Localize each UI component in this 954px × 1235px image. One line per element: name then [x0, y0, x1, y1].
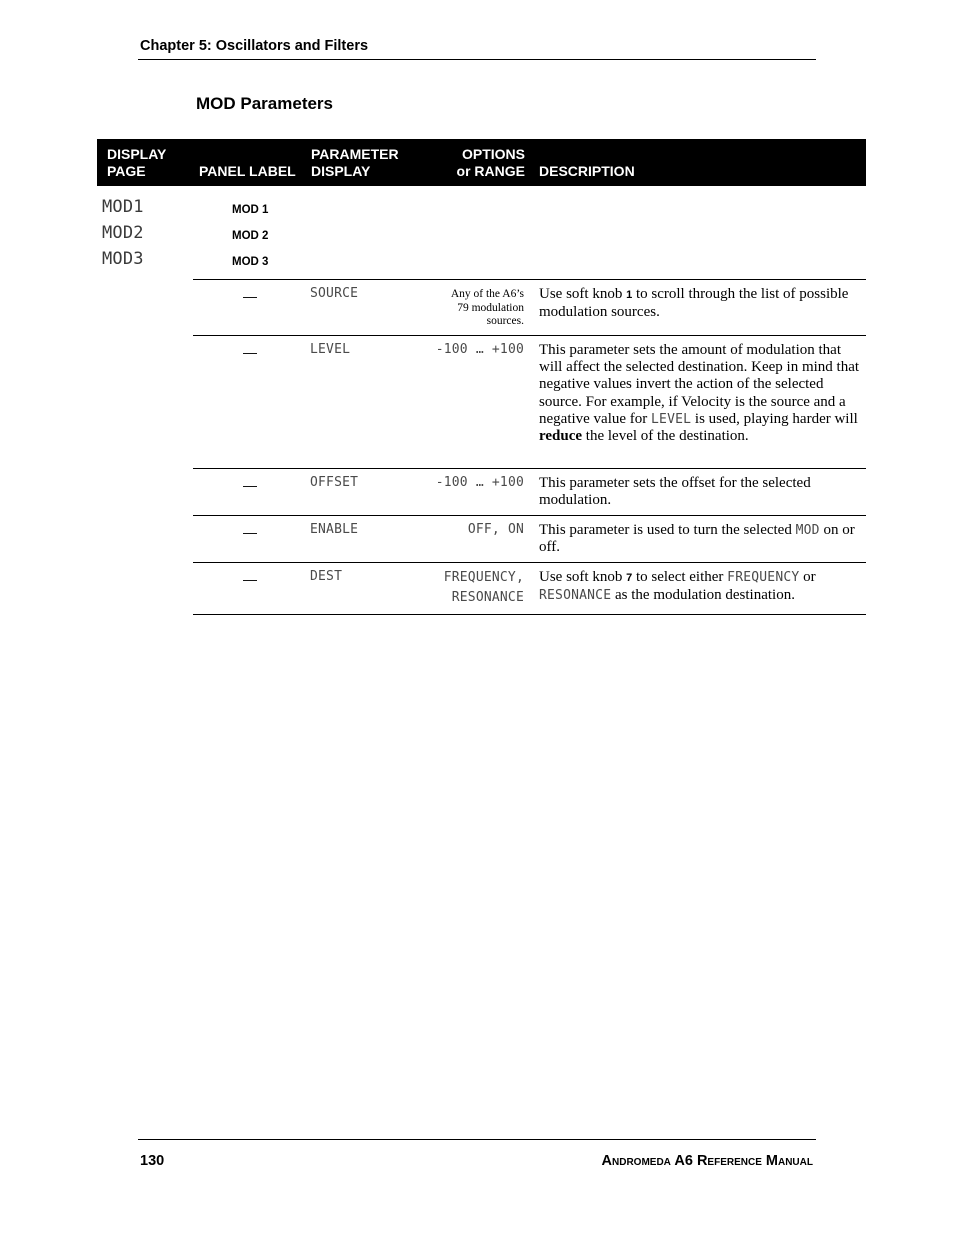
description-cell: Use soft knob 1 to scroll through the list of possible modulation sources. [539, 286, 849, 321]
lcd-inline-text: MOD [795, 523, 820, 538]
parameter-display-cell: SOURCE [310, 286, 359, 301]
panel-label-mod2: MOD 2 [232, 230, 269, 242]
display-page-mod2: MOD2 [102, 223, 144, 243]
panel-label-cell: — [243, 344, 257, 360]
options-cell: -100 … +100 [435, 475, 524, 490]
row-divider [193, 279, 866, 280]
page-number: 130 [140, 1153, 165, 1169]
emphasis-text: reduce [539, 428, 583, 445]
row-divider [193, 515, 866, 516]
lcd-inline-text: FREQUENCY [727, 570, 800, 585]
header-rule [138, 59, 816, 60]
description-cell: This parameter sets the amount of modulation that will affect the selected destination. Keep in mind that negative values invert the action of the selected source. For example, if Velocity is the source and a negative value for LEVEL is used, playing harder will reduce the level of the destination. [539, 342, 860, 445]
panel-label-cell: — [243, 477, 257, 493]
column-header-description: DESCRIPTION [539, 163, 635, 179]
table-bottom-rule [193, 614, 866, 615]
section-title: MOD Parameters [196, 94, 334, 113]
options-cell: Any of the A6’s 79 modulation sources. [450, 288, 524, 327]
description-cell: This parameter sets the offset for the selected modulation. [539, 475, 811, 509]
chapter-header: Chapter 5: Oscillators and Filters [140, 38, 369, 54]
lcd-inline-text: RESONANCE [539, 588, 612, 604]
panel-label-mod1: MOD 1 [232, 204, 269, 216]
panel-label-mod3: MOD 3 [232, 256, 269, 268]
options-cell: -100 … +100 [435, 342, 524, 357]
row-divider [193, 335, 866, 336]
display-page-mod3: MOD3 [102, 249, 144, 269]
parameter-display-cell: LEVEL [310, 342, 351, 357]
parameter-display-cell: OFFSET [310, 475, 359, 490]
column-header-display-page: DISPLAY PAGE [107, 146, 167, 179]
panel-label-cell: — [243, 288, 257, 304]
column-header-panel-label: PANEL LABEL [199, 163, 296, 179]
options-cell: OFF, ON [467, 522, 524, 537]
column-header-options-range: OPTIONS or RANGE [456, 146, 525, 179]
column-header-parameter-display: PARAMETER DISPLAY [311, 146, 399, 179]
panel-label-cell: — [243, 524, 257, 540]
parameter-display-cell: ENABLE [310, 522, 359, 537]
parameter-display-cell: DEST [310, 569, 343, 584]
panel-label-cell: — [243, 571, 257, 587]
description-cell: This parameter is used to turn the selected MOD on or off. [539, 522, 855, 556]
soft-knob-number: 7 [626, 572, 633, 584]
display-page-mod1: MOD1 [102, 197, 144, 217]
soft-knob-number: 1 [626, 289, 633, 301]
lcd-inline-text: LEVEL [651, 411, 692, 427]
table-header [97, 139, 866, 186]
row-divider [193, 562, 866, 563]
footer-rule [138, 1139, 816, 1140]
row-divider [193, 468, 866, 469]
description-cell: Use soft knob 7 to select either FREQUENCY or RESONANCE as the modulation destination. [539, 569, 816, 604]
options-cell: FREQUENCY, RESONANCE [443, 570, 524, 605]
manual-title: Andromeda A6 Reference Manual [601, 1153, 813, 1169]
